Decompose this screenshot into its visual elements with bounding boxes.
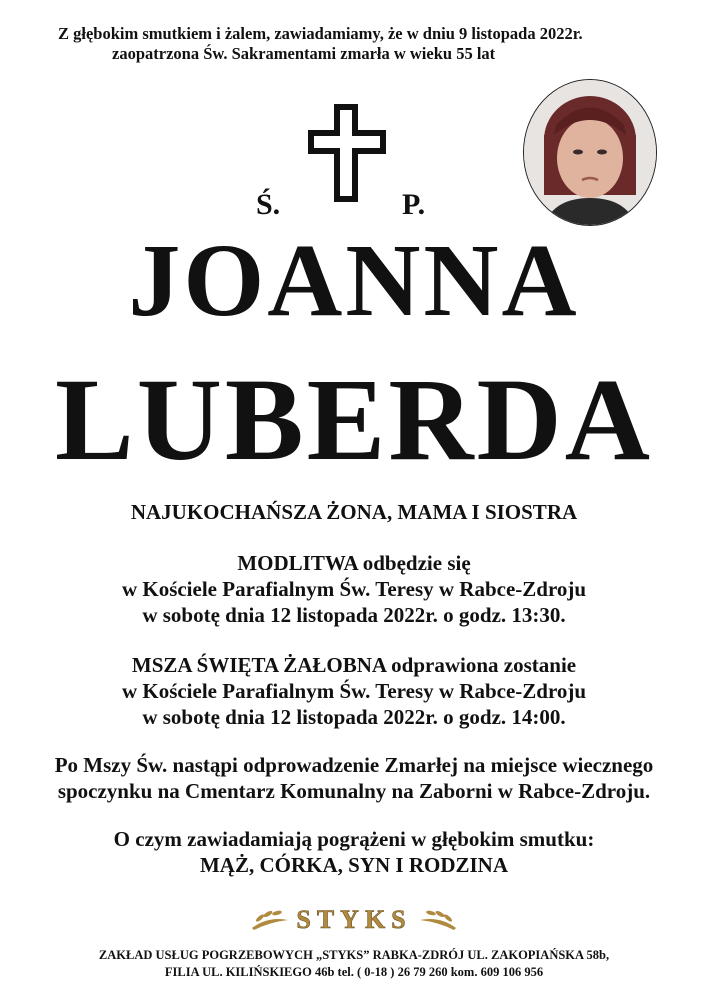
mass-title-rest: odprawiona zostanie — [385, 653, 577, 677]
burial-line-2: spoczynku na Cmentarz Komunalny na Zaborni w Rabce-Zdroju. — [57, 779, 651, 803]
sp-left: Ś. — [256, 188, 281, 221]
prayer-heading — [0, 550, 708, 576]
cross-icon — [304, 102, 394, 212]
prayer-title: MODLITWA — [237, 551, 358, 575]
portrait-photo — [523, 79, 657, 226]
mourners-line-2: MĄŻ, CÓRKA, SYN I RODZINA — [199, 853, 509, 877]
footer-line-1: ZAKŁAD USŁUG POGRZEBOWYCH „STYKS” RABKA-ZDRÓJ UL. ZAKOPIAŃSKA 58b, — [98, 948, 610, 962]
styks-logo — [248, 902, 460, 936]
mass-title: MSZA ŚWIĘTA ŻAŁOBNA — [131, 653, 386, 677]
mass-location: w Kościele Parafialnym Św. Teresy w Rabce-Zdroju — [121, 679, 587, 703]
intro-line-1: Z głębokim smutkiem i żalem, zawiadamiamy, że w dniu 9 listopada 2022r. — [58, 24, 583, 43]
last-name: LUBERDA — [55, 354, 653, 485]
relation-line: NAJUKOCHAŃSZA ŻONA, MAMA I SIOSTRA — [130, 500, 578, 524]
left-laurel-icon — [252, 910, 288, 930]
mass-section — [0, 652, 708, 730]
prayer-time: w sobotę dnia 12 listopada 2022r. o godz. 13:30. — [142, 603, 566, 627]
logo-text: STYKS — [296, 905, 412, 934]
mass-time: w sobotę dnia 12 listopada 2022r. o godz. 14:00. — [142, 705, 566, 729]
prayer-section — [0, 550, 708, 628]
prayer-title-rest: odbędzie się — [357, 551, 471, 575]
portrait-image — [524, 80, 656, 225]
mass-heading — [0, 652, 708, 678]
mourners-line-1: O czym zawiadamiają pogrążeni w głębokim smutku: — [113, 827, 595, 851]
first-name: JOANNA — [128, 223, 580, 338]
burial-line-1: Po Mszy Św. nastąpi odprowadzenie Zmarłej na miejsce wiecznego — [54, 753, 654, 777]
mourners-section — [0, 826, 708, 878]
intro-line-2: zaopatrzona Św. Sakramentami zmarła w wieku 55 lat — [112, 44, 496, 63]
prayer-location: w Kościele Parafialnym Św. Teresy w Rabce-Zdroju — [121, 577, 587, 601]
footer-line-2: FILIA UL. KILIŃSKIEGO 46b tel. ( 0-18 ) 26 79 260 kom. 609 106 956 — [164, 965, 544, 979]
right-laurel-icon — [420, 910, 456, 930]
burial-section — [0, 752, 708, 804]
sp-right: P. — [402, 188, 426, 221]
